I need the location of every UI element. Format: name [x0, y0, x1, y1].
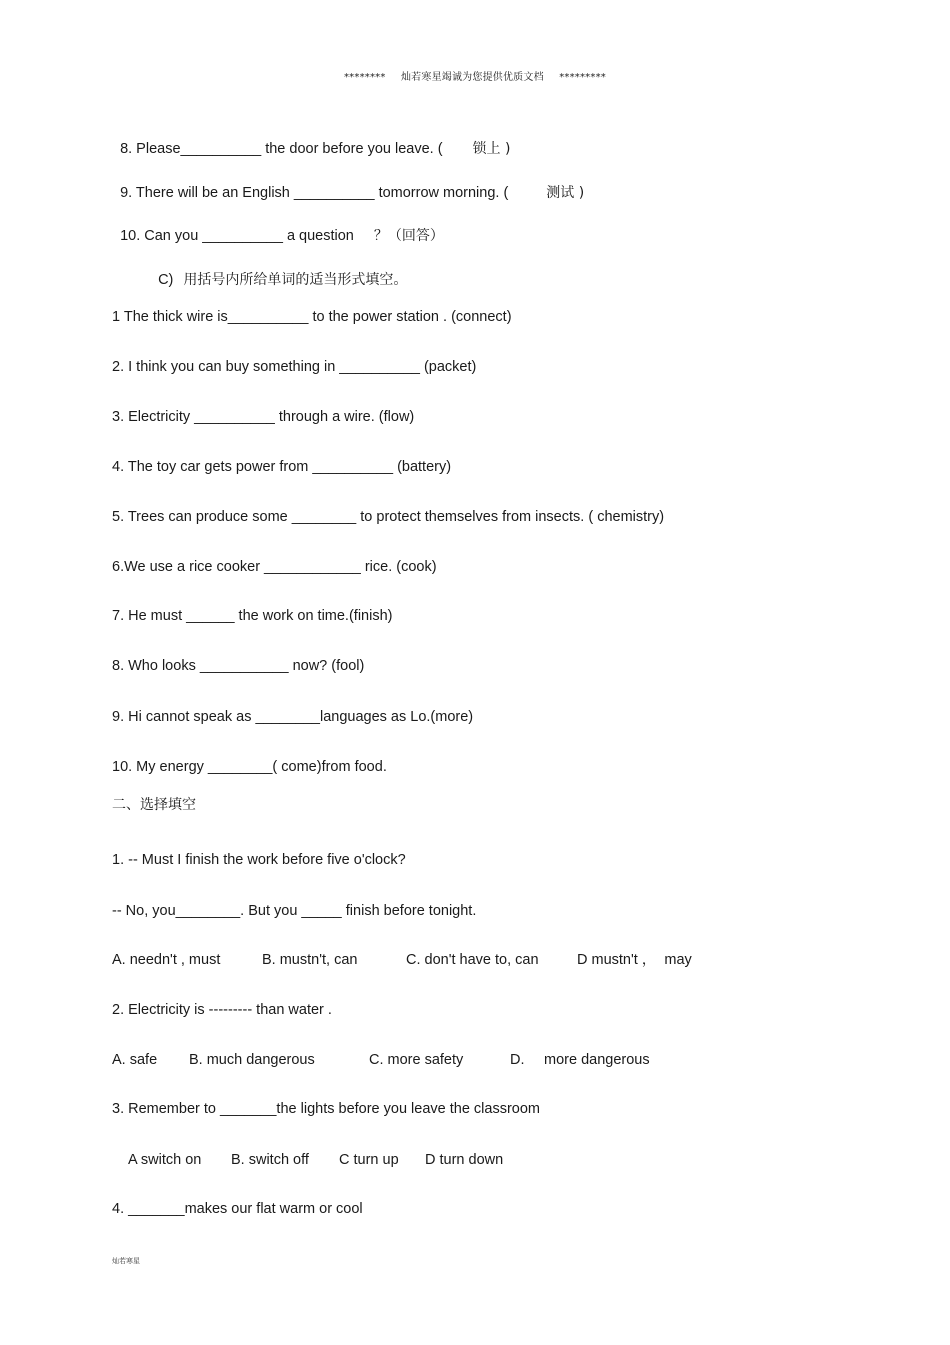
b-item-10-text: 10. Can you __________ a question [120, 228, 354, 244]
q1-reply: -- No, you________. But you _____ finish before tonight. [112, 903, 477, 919]
q2-option-a: A. safe [112, 1052, 158, 1068]
q2-option-b: B. much dangerous [189, 1052, 315, 1068]
c-item: 8. Who looks ___________ now? (fool) [112, 658, 365, 674]
q3-option-b: B. switch off [231, 1152, 309, 1168]
q4-question: 4. _______makes our flat warm or cool [112, 1201, 363, 1217]
q2-question: 2. Electricity is --------- than water . [112, 1002, 332, 1018]
q1-option-a: A. needn't , must [112, 952, 221, 968]
b-item-8 [112, 122, 510, 158]
q1-option-c: C. don't have to, can [406, 952, 539, 968]
q3-option-c: C turn up [339, 1152, 399, 1168]
b-item-9-text: 9. There will be an English __________ tomorrow morning. ( [120, 185, 509, 201]
section-c-label: C) [158, 272, 174, 288]
b-item-8-text: 8. Please__________ the door before you leave. ( [120, 141, 443, 157]
c-item: 3. Electricity __________ through a wire. (flow) [112, 409, 415, 425]
q2-option-d-text: more dangerous [544, 1052, 650, 1068]
b-item-9-hint: 测试 ) [546, 185, 585, 201]
c-item: 9. Hi cannot speak as ________languages as Lo.(more) [112, 709, 474, 725]
q1-question: 1. -- Must I finish the work before five o'clock? [112, 852, 406, 868]
c-item: 6.We use a rice cooker ____________ rice. (cook) [112, 559, 437, 575]
c-item: 4. The toy car gets power from __________ (battery) [112, 459, 452, 475]
c-item: 1 The thick wire is__________ to the power station . (connect) [112, 309, 512, 325]
b-item-10-hint: ？（回答） [373, 228, 444, 244]
q1-option-b: B. mustn't, can [262, 952, 358, 968]
q3-question: 3. Remember to _______the lights before you leave the classroom [112, 1101, 540, 1117]
b-item-8-hint: 锁上 ) [472, 141, 511, 157]
c-item: 5. Trees can produce some ________ to protect themselves from insects. ( chemistry) [112, 509, 665, 525]
section-c-heading [150, 253, 407, 289]
page-header [0, 68, 950, 83]
q3-option-a: A switch on [128, 1152, 202, 1168]
section-2-title: 二、选择填空 [112, 797, 196, 813]
b-item-10 [112, 209, 444, 245]
b-item-9 [112, 166, 584, 202]
section-c-instruction: 用括号内所给单词的适当形式填空。 [183, 272, 408, 288]
header-title: 灿若寒星竭诚为您提供优质文档 [400, 72, 544, 83]
header-stars-right: ********* [559, 72, 606, 83]
c-item: 2. I think you can buy something in __________ (packet) [112, 359, 477, 375]
q3-option-d: D turn down [425, 1152, 504, 1168]
q2-option-c: C. more safety [369, 1052, 464, 1068]
c-item: 7. He must ______ the work on time.(finish) [112, 608, 393, 624]
header-stars-left: ******** [343, 72, 386, 83]
q1-option-d: D mustn't ， may [577, 952, 692, 968]
q2-option-d-label: D. [510, 1052, 525, 1068]
page-footer: 灿若寒星 [112, 1257, 140, 1265]
c-item: 10. My energy ________( come)from food. [112, 759, 387, 775]
